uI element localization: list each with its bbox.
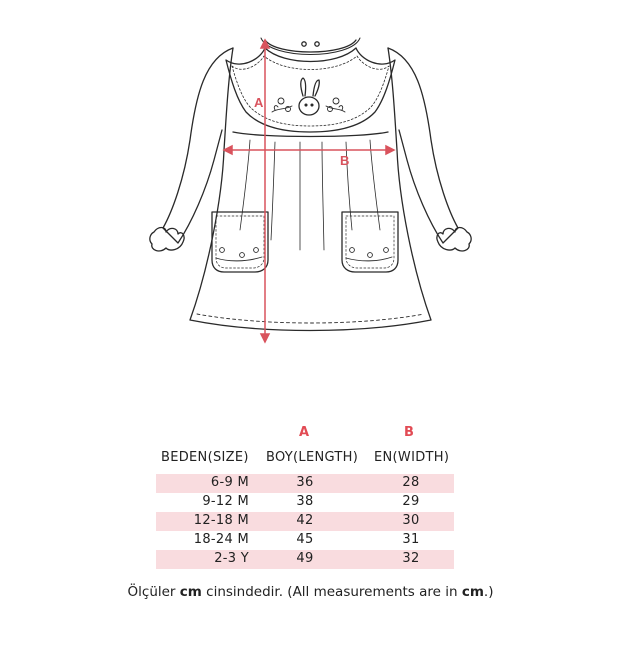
header-width: EN(WIDTH) [374,450,450,465]
width-cell: 31 [402,532,420,547]
header-size: BEDEN(SIZE) [161,450,249,465]
size-cell: 6-9 M [210,475,249,490]
dress-outline [190,48,431,331]
table-row [156,493,454,512]
length-cell: 38 [296,494,314,509]
width-cell: 32 [402,551,420,566]
footnote-unit-1: cm [179,584,202,600]
bunny-embroidery [299,78,319,115]
size-cell: 18-24 M [193,532,249,547]
measurement-footnote [0,584,621,600]
size-cell: 9-12 M [202,494,249,509]
width-cell: 28 [402,475,420,490]
column-letter-a: A [299,425,310,440]
column-letter-b: B [404,425,415,440]
length-cell: 49 [296,551,314,566]
label-b: B [340,153,350,168]
footnote-middle: cinsindedir. (All measurements are in [201,584,462,600]
length-cell: 42 [296,513,314,528]
length-cell: 36 [296,475,314,490]
table-row [156,512,454,531]
waist-seam [233,132,388,137]
header-length: BOY(LENGTH) [266,450,359,465]
footnote-prefix: Ölçüler [127,584,180,600]
table-header [156,446,454,474]
size-chart-table [156,420,454,569]
width-cell: 30 [402,513,420,528]
table-row [156,531,454,550]
footnote-suffix: .) [483,584,494,600]
footnote-unit-2: cm [461,584,484,600]
length-cell: 45 [296,532,314,547]
right-cuff-ruffle [437,228,471,251]
collar-flowers-left [272,98,292,112]
table-row [156,550,454,569]
left-cuff-ruffle [150,228,184,251]
size-cell: 12-18 M [193,513,249,528]
column-letter-row [156,420,454,446]
collar-flowers-right [326,98,345,112]
size-cell: 2-3 Y [214,551,249,566]
table-row [156,474,454,493]
right-pocket [342,212,398,272]
width-cell: 29 [402,494,420,509]
label-a: A [254,95,264,110]
left-pocket [212,212,268,272]
collar-bib [226,48,395,132]
left-sleeve [163,48,233,243]
